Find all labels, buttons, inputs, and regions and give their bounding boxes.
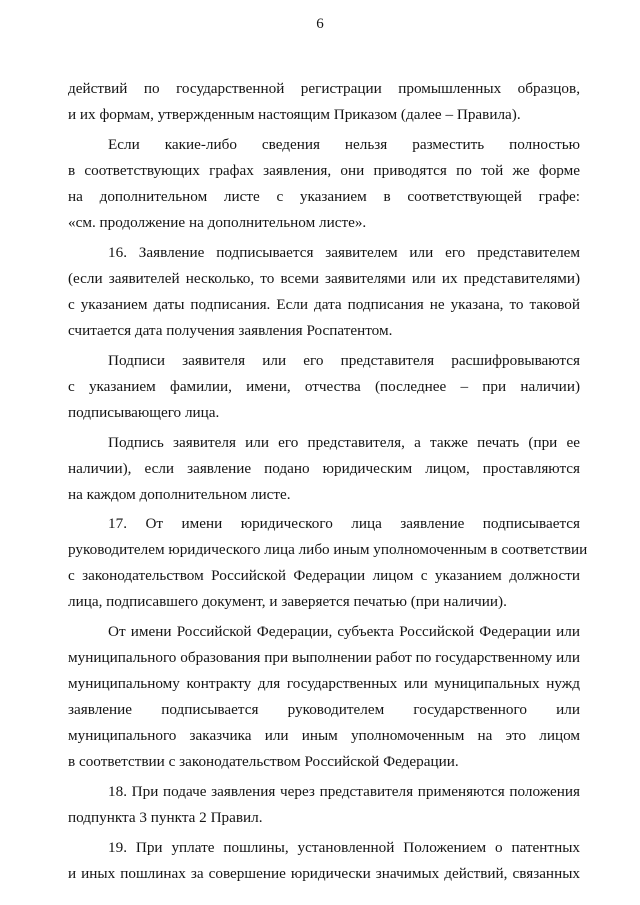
text-line: заявление подписывается руководителем государственного или: [68, 701, 580, 718]
text-line: действий по государственной регистрации промышленных образцов,: [68, 80, 580, 97]
text-line: Подпись заявителя или его представителя, а также печать (при ее: [108, 434, 580, 451]
text-line: подписывающего лица.: [68, 404, 220, 421]
text-line: на каждом дополнительном листе.: [68, 486, 291, 503]
text-line: и их формам, утвержденным настоящим Приказом (далее – Правила).: [68, 106, 521, 123]
text-line: 16. Заявление подписывается заявителем или его представителем: [108, 244, 580, 261]
text-line: От имени Российской Федерации, субъекта Российской Федерации или: [108, 623, 580, 640]
text-line: (если заявителей несколько, то всеми заявителями или их представителями): [68, 270, 580, 287]
text-line: в соответствующих графах заявления, они приводятся по той же форме: [68, 162, 580, 179]
text-line: в соответствии с законодательством Российской Федерации.: [68, 753, 459, 770]
text-line: 17. От имени юридического лица заявление подписывается: [108, 515, 580, 532]
text-line: на дополнительном листе с указанием в соответствующей графе:: [68, 188, 580, 205]
text-line: наличии), если заявление подано юридическим лицом, проставляются: [68, 460, 580, 477]
text-line: муниципального заказчика или иным уполномоченным на это лицом: [68, 727, 580, 744]
text-line: муниципальному контракту для государственных или муниципальных нужд: [68, 675, 580, 692]
text-line: с указанием фамилии, имени, отчества (последнее – при наличии): [68, 378, 580, 395]
page-number: 6: [316, 16, 324, 32]
text-line: Подписи заявителя или его представителя расшифровываются: [108, 352, 580, 369]
text-line: лица, подписавшего документ, и заверяется печатью (при наличии).: [68, 593, 507, 610]
text-line: «см. продолжение на дополнительном листе».: [68, 214, 367, 231]
text-line: муниципального образования при выполнении работ по государственному или: [68, 649, 580, 666]
text-line: считается дата получения заявления Роспатентом.: [68, 322, 393, 339]
text-line: подпункта 3 пункта 2 Правил.: [68, 809, 263, 826]
text-line: и иных пошлинах за совершение юридически значимых действий, связанных: [68, 865, 580, 882]
text-line: Если какие-либо сведения нельзя разместить полностью: [108, 136, 580, 153]
text-line: с законодательством Российской Федерации лицом с указанием должности: [68, 567, 580, 584]
text-line: 18. При подаче заявления через представителя применяются положения: [108, 783, 580, 800]
text-line: руководителем юридического лица либо иным уполномоченным в соответствии: [68, 541, 588, 558]
text-line: с указанием даты подписания. Если дата подписания не указана, то таковой: [68, 296, 580, 313]
text-line: 19. При уплате пошлины, установленной Положением о патентных: [108, 839, 580, 856]
